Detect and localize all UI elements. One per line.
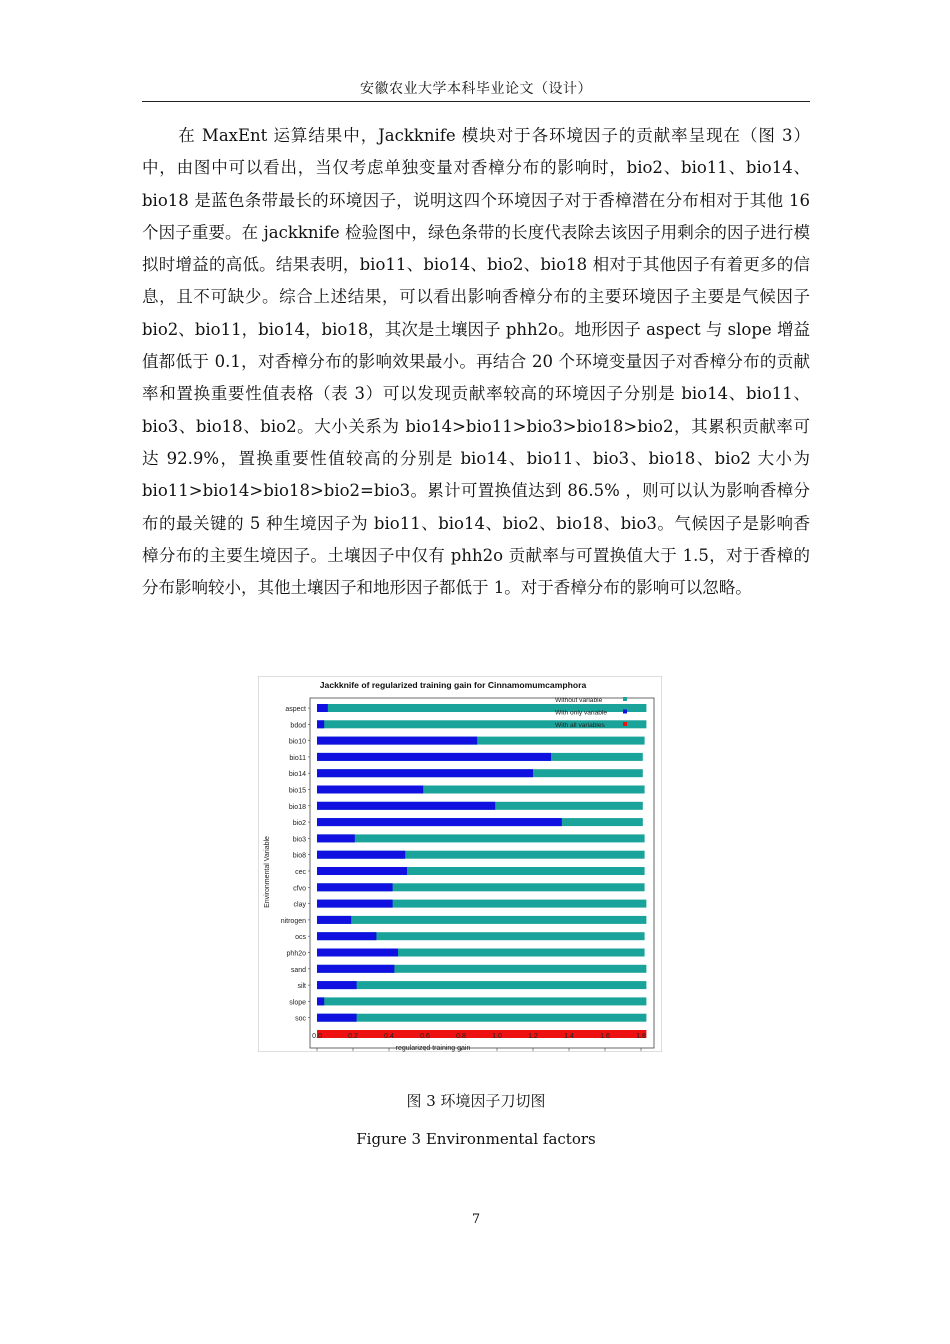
y-tick-bio14: bio14 [288,771,306,779]
bar-without-silt [317,981,646,989]
y-tick-bio11: bio11 [289,754,306,762]
figure-caption-en: Figure 3 Environmental factors [356,1130,596,1148]
bar-only-silt [317,981,357,989]
x-tick-1.6: 1.6 [600,1033,610,1040]
y-tick-ocs: ocs [295,934,306,942]
bar-only-bdod [317,720,324,728]
y-tick-cec: cec [295,869,306,876]
jackknife-figure [258,676,662,1052]
legend-swatch [623,710,627,714]
legend-swatch [623,722,627,726]
bar-without-bio3 [317,834,645,842]
y-tick-phh2o: phh2o [286,950,306,958]
y-tick-bio10: bio10 [288,738,306,746]
paragraph: 在 MaxEnt 运算结果中，Jackknife 模块对于各环境因子的贡献率呈现在（图 3）中，由图中可以看出，当仅考虑单独变量对香樟分布的影响时，bio2、bio11、bio14、bio18 是蓝色条带最长的环境因子，说明这四个环境因子对于香樟潜在分布相对于其他 16 个因子重要。在 jackknife 检验图中，绿色条带的长度代表除去该因子用剩余的因子进行模拟时增益的高低。结果表明，bio11、bio14、bio2、bio18 相对于其他因子有着更多的信息，且不可缺少。综合上述结果，可以看出影响香樟分布的主要环境因子主要是气候因子 bio2、bio11，bio14，bio18，其次是土壤因子 phh2o。地形因子 aspect 与 slope 增益值都低于 0.1，对香樟分布的影响效果最小。再结合 20 个环境变量因子对香樟分布的贡献率和置换重要性值表格（表 3）可以发现贡献率较高的环境因子分别是 bio14、bio11、bio3、bio18、bio2。大小关系为 bio14>bio11>bio3>bio18>bio2，其累积贡献率可达 92.9%，置换重要性值较高的分别是 bio14、bio11、bio3、bio18、bio2 大小为 bio11>bio14>bio18>bio2=bio3。累计可置换值达到 86.5% ，则可以认为影响香樟分布的最关键的 5 种生境因子为 bio11、bio14、bio2、bio18、bio3。气候因子是影响香樟分布的主要生境因子。土壤因子中仅有 phh2o 贡献率与可置换值大于 1.5，对于香樟的分布影响较小，其他土壤因子和地形因子都低于 1。对于香樟分布的影响可以忽略。 [142,126,810,598]
y-axis-label: Environmental Variable [264,836,271,908]
bar-only-phh2o [317,949,398,957]
figure-caption-cn: 图 3 环境因子刀切图 [406,1092,546,1110]
running-header: 安徽农业大学本科毕业论文（设计） [360,81,592,97]
bar-only-slope [317,997,324,1005]
y-tick-clay: clay [293,901,306,909]
y-tick-slope: slope [289,999,306,1007]
body-text [142,120,810,604]
jackknife-chart [258,676,662,1052]
y-tick-bio18: bio18 [288,803,306,811]
legend-label: With all variables [555,722,605,729]
y-tick-bio15: bio15 [288,787,306,795]
y-tick-soc: soc [295,1015,306,1023]
bar-only-bio3 [317,834,355,842]
bar-without-soc [317,1014,646,1022]
bar-with-all-variables [317,1030,646,1038]
x-tick-0.6: 0.6 [420,1033,430,1040]
x-tick-0.2: 0.2 [348,1033,358,1040]
y-tick-bdod: bdod [290,722,306,730]
x-tick-1.0: 1.0 [492,1033,502,1040]
page-number: 7 [471,1212,481,1227]
bar-only-bio10 [317,737,477,745]
bar-only-bio8 [317,851,405,859]
y-tick-aspect: aspect [285,706,306,713]
y-tick-nitrogen: nitrogen [280,917,306,925]
bar-only-cfvo [317,883,393,891]
bar-only-bio2 [317,818,562,826]
bar-only-clay [317,900,393,908]
bar-only-bio18 [317,802,495,810]
y-tick-bio3: bio3 [292,836,306,844]
bar-only-bio11 [317,753,551,761]
y-tick-bio2: bio2 [292,820,306,828]
bars-layer [317,704,646,1038]
bar-only-soc [317,1014,357,1022]
y-tick-silt: silt [297,983,306,991]
y-tick-bio8: bio8 [292,852,306,860]
legend-swatch [623,697,627,701]
chart-title: Jackknife of regularized training gain for Cinnamomumcamphora [319,680,587,690]
bar-without-nitrogen [317,916,646,924]
y-tick-cfvo: cfvo [293,885,306,893]
x-tick-0.8: 0.8 [456,1033,466,1040]
bar-only-sand [317,965,394,973]
bar-only-ocs [317,932,376,940]
x-tick-1.2: 1.2 [528,1033,538,1040]
x-tick-0.4: 0.4 [384,1033,394,1040]
bar-only-bio15 [317,786,423,794]
y-tick-sand: sand [290,966,306,974]
header-rule [142,101,810,102]
bar-only-cec [317,867,407,875]
x-axis-label: regularized training gain [395,1045,471,1052]
bar-without-slope [317,997,646,1005]
legend-label: With only variable [555,709,608,717]
figure-frame [258,676,662,1052]
bar-only-aspect [317,704,328,712]
bar-only-nitrogen [317,916,351,924]
bar-only-bio14 [317,769,533,777]
x-tick-1.8: 1.8 [636,1033,646,1040]
x-tick-1.4: 1.4 [564,1033,574,1040]
x-tick-0.0: 0.0 [312,1033,322,1040]
legend-label: Without variable [555,697,603,704]
